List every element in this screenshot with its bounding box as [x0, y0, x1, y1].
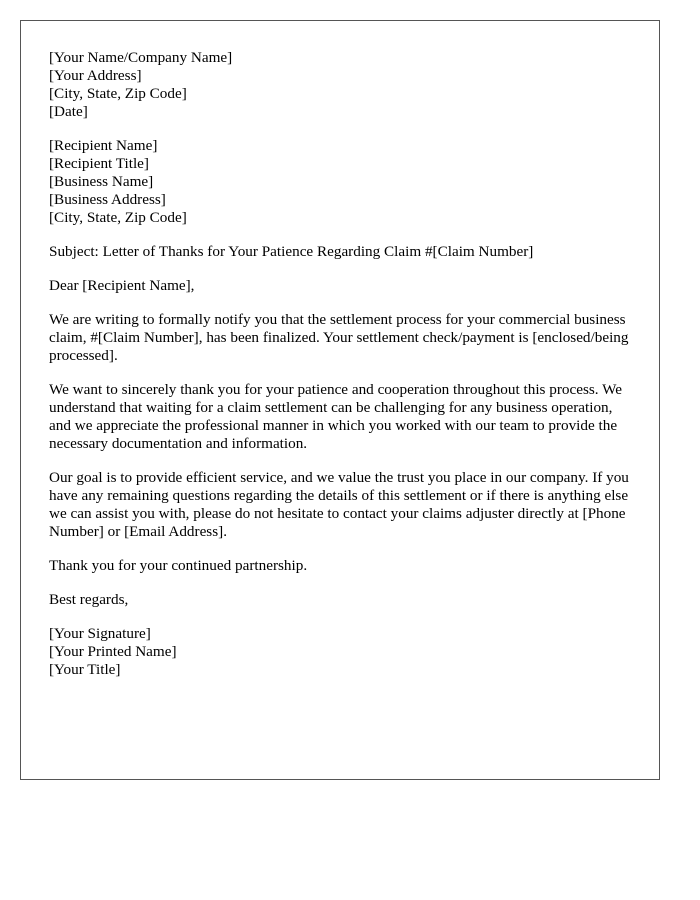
body-paragraph-3: Our goal is to provide efficient service, and we value the trust you place in our company. If you have any remaining questions regarding the details of this settlement or if there is anything else we can assist you with, please do not hesitate to contact your claims adjuster directly at [Phone Number] or [Email Address]. — [49, 469, 629, 540]
sender-name: [Your Name/Company Name] — [49, 49, 233, 66]
body-paragraph-4: Thank you for your continued partnership. — [49, 557, 308, 574]
subject-line: Subject: Letter of Thanks for Your Patience Regarding Claim #[Claim Number] — [49, 243, 534, 260]
recipient-name: [Recipient Name] — [49, 137, 158, 154]
recipient-business: [Business Name] — [49, 173, 154, 190]
recipient-block — [49, 137, 631, 227]
body-paragraph-1: We are writing to formally notify you that the settlement process for your commercial business claim, #[Claim Number], has been finalized. Your settlement check/payment is [enclosed/being processed]. — [49, 311, 629, 364]
recipient-address: [Business Address] — [49, 191, 166, 208]
letter-date: [Date] — [49, 103, 88, 120]
sender-block — [49, 49, 631, 121]
signature-block — [49, 625, 631, 679]
signature: [Your Signature] — [49, 625, 151, 642]
body-paragraph-2: We want to sincerely thank you for your patience and cooperation throughout this process. We understand that waiting for a claim settlement can be challenging for any business operation, and we appreciate the professional manner in which you worked with our team to provide the necessary documentation and information. — [49, 381, 622, 452]
letter-page — [20, 20, 660, 780]
closing: Best regards, — [49, 591, 129, 608]
sender-address: [Your Address] — [49, 67, 142, 84]
salutation: Dear [Recipient Name], — [49, 277, 195, 294]
printed-name: [Your Printed Name] — [49, 643, 177, 660]
recipient-city: [City, State, Zip Code] — [49, 209, 187, 226]
sender-city: [City, State, Zip Code] — [49, 85, 187, 102]
recipient-title: [Recipient Title] — [49, 155, 149, 172]
signer-title: [Your Title] — [49, 661, 121, 678]
